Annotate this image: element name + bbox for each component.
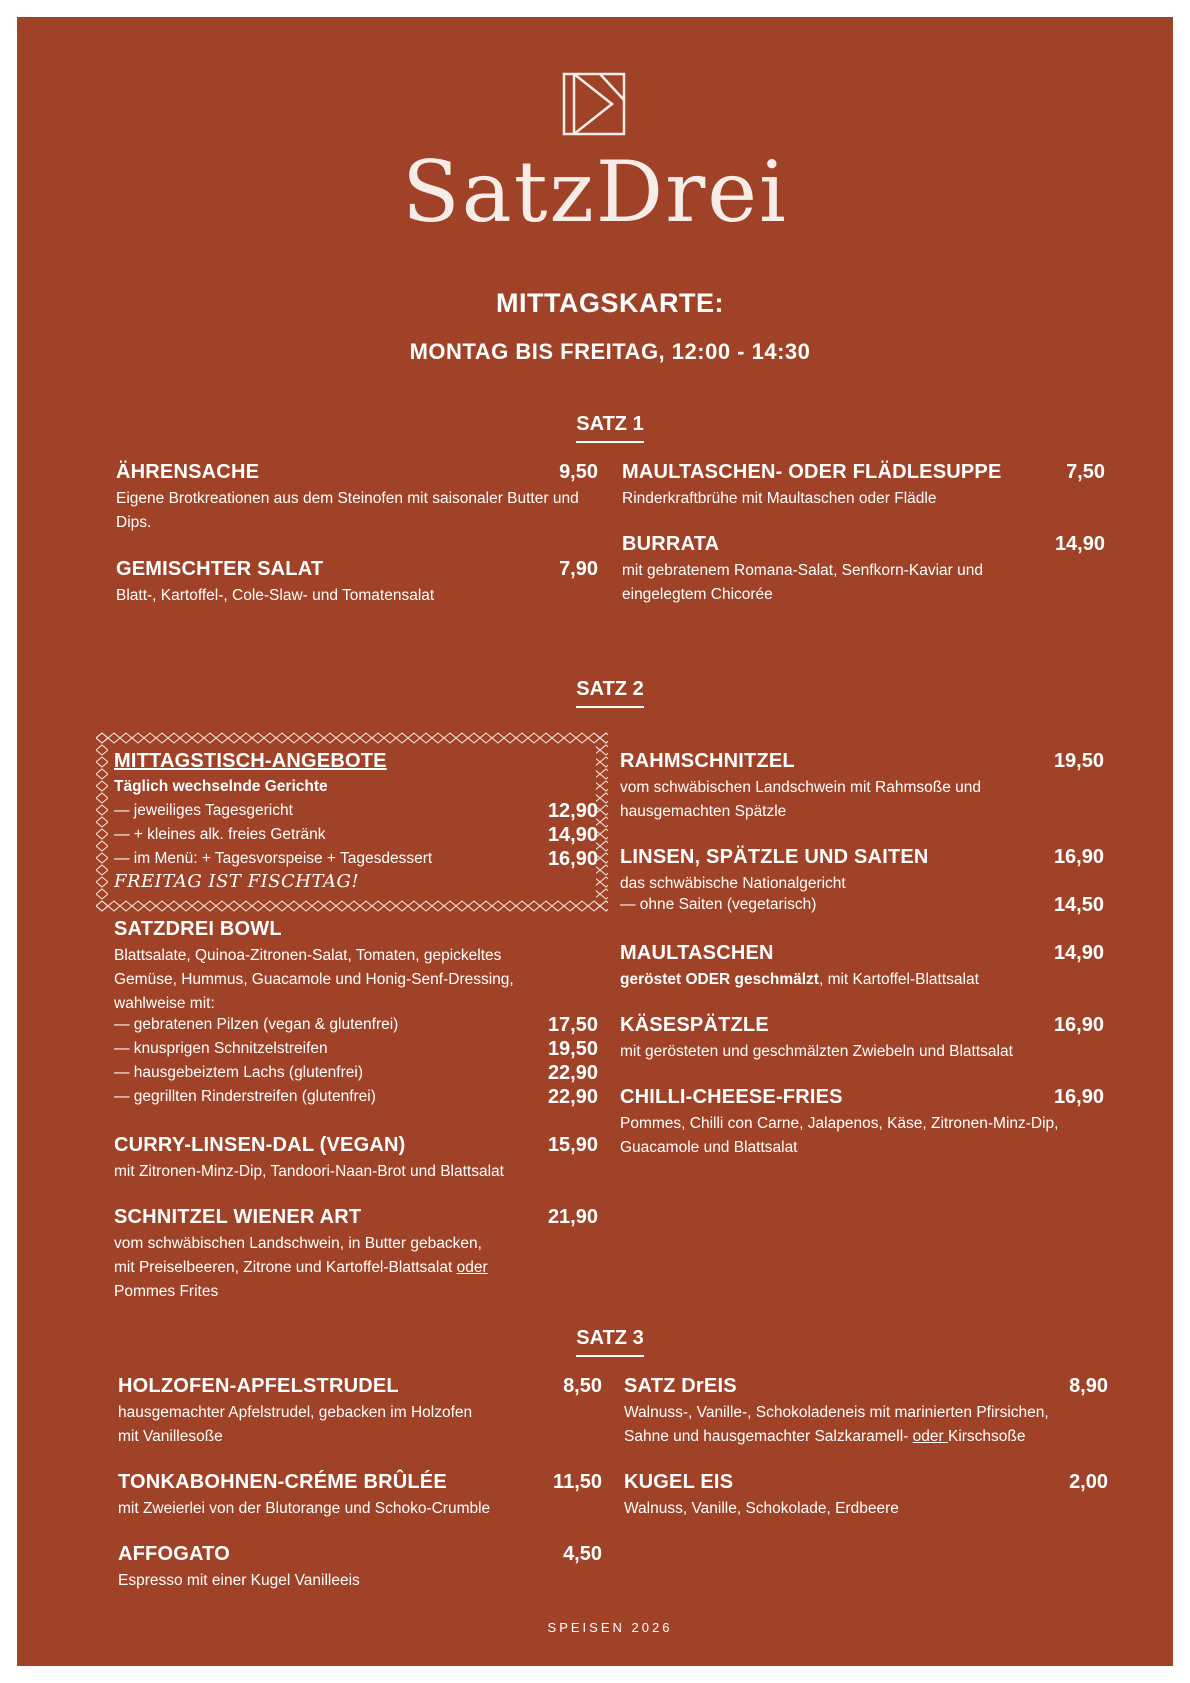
- menu-item-holzofen-apfelstrudel: HOLZOFEN-APFELSTRUDEL 8,50 hausgemachter Apfelstrudel, gebacken im Holzofen mit Vanillesoße: [118, 1375, 602, 1445]
- menu-item-gemischter-salat: GEMISCHTER SALAT 7,90 Blatt-, Kartoffel-, Cole-Slaw- und Tomatensalat: [116, 558, 598, 604]
- menu-item-kaesespaetzle: KÄSESPÄTZLE 16,90 mit gerösteten und geschmälzten Zwiebeln und Blattsalat: [620, 1014, 1104, 1060]
- menu-item-kugel-eis: KUGEL EIS 2,00 Walnuss, Vanille, Schokolade, Erdbeere: [624, 1471, 1108, 1517]
- list-item: — im Menü: + Tagesvorspeise + Tagesdessert 16,90: [114, 848, 598, 870]
- friday-note: FREITAG IST FISCHTAG!: [114, 871, 360, 892]
- menu-item-creme-brulee: TONKABOHNEN-CRÉME BRÛLÉE 11,50 mit Zweierlei von der Blutorange und Schoko-Crumble: [118, 1471, 602, 1517]
- menu-item-schnitzel-wiener-art: SCHNITZEL WIENER ART 21,90 vom schwäbischen Landschwein, in Butter gebacken, mit Preiselbeeren, Zitrone und Kartoffel-Blattsalat oder Pommes Frites: [114, 1206, 598, 1300]
- menu-item-burrata: BURRATA 14,90 mit gebratenem Romana-Salat, Senfkorn-Kaviar und eingelegtem Chicorée: [622, 533, 1105, 603]
- satzdrei-logo-icon: [562, 72, 626, 136]
- list-item: — ohne Saiten (vegetarisch) 14,50: [620, 894, 1104, 916]
- section-satz-2: SATZ 2: [0, 678, 1190, 708]
- menu-item-satzdrei-bowl: SATZDREI BOWL Blattsalate, Quinoa-Zitronen-Salat, Tomaten, gepickeltes Gemüse, Hummus, Guacamole und Honig-Senf-Dressing, wahlweise mit: — gebratenen Pilzen (vegan & glutenfrei) 17,50 — knusprigen Schnitzelstreifen 19,50 — hausgebeiztem Lachs (glutenfrei) 22,90 — gegrillten Rinderstreifen (glutenfrei) 22,90: [114, 918, 598, 1098]
- list-item: — gebratenen Pilzen (vegan & glutenfrei) 17,50: [114, 1014, 598, 1036]
- brand-wordmark: SatzDrei: [402, 143, 788, 241]
- list-item: — knusprigen Schnitzelstreifen 19,50: [114, 1038, 598, 1060]
- list-item: — + kleines alk. freies Getränk 14,90: [114, 824, 598, 846]
- menu-item-maultaschen: MAULTASCHEN 14,90 geröstet ODER geschmälzt, mit Kartoffel-Blattsalat: [620, 942, 1104, 988]
- section-satz-3: SATZ 3: [0, 1327, 1190, 1357]
- list-item: — jeweiliges Tagesgericht 12,90: [114, 800, 598, 822]
- mittagstisch-subtitle: Täglich wechselnde Gerichte: [114, 778, 328, 795]
- menu-item-curry-linsen-dal: CURRY-LINSEN-DAL (VEGAN) 15,90 mit Zitronen-Minz-Dip, Tandoori-Naan-Brot und Blattsalat: [114, 1134, 598, 1180]
- footer-label: SPEISEN 2026: [547, 1620, 673, 1635]
- list-item: — hausgebeiztem Lachs (glutenfrei) 22,90: [114, 1062, 598, 1084]
- menu-item-affogato: AFFOGATO 4,50 Espresso mit einer Kugel Vanilleeis: [118, 1543, 602, 1589]
- menu-item-chilli-cheese-fries: CHILLI-CHEESE-FRIES 16,90 Pommes, Chilli con Carne, Jalapenos, Käse, Zitronen-Minz-Dip, Guacamole und Blattsalat: [620, 1086, 1104, 1156]
- mittagstisch-box: [114, 750, 598, 890]
- menu-item-maultaschen-suppe: MAULTASCHEN- ODER FLÄDLESUPPE 7,50 Rinderkraftbrühe mit Maultaschen oder Flädle: [622, 461, 1105, 507]
- menu-item-ahrensache: ÄHRENSACHE 9,50 Eigene Brotkreationen aus dem Steinofen mit saisonaler Butter und Dips.: [116, 461, 598, 531]
- section-satz-1: SATZ 1: [0, 413, 1190, 443]
- menu-item-satz-dreis: SATZ DrEIS 8,90 Walnuss-, Vanille-, Schokoladeneis mit marinierten Pfirsichen, Sahne und hausgemachter Salzkaramell- oder Kirschsoße: [624, 1375, 1108, 1445]
- menu-item-rahmschnitzel: RAHMSCHNITZEL 19,50 vom schwäbischen Landschwein mit Rahmsoße und hausgemachten Spätzle: [620, 750, 1104, 820]
- mittagstisch-title: MITTAGSTISCH-ANGEBOTE: [114, 750, 387, 772]
- page-title: MITTAGSKARTE:: [496, 288, 724, 318]
- list-item: — gegrillten Rinderstreifen (glutenfrei) 22,90: [114, 1086, 598, 1108]
- page-subtitle: MONTAG BIS FREITAG, 12:00 - 14:30: [409, 339, 811, 364]
- menu-item-linsen-spaetzle-saiten: LINSEN, SPÄTZLE UND SAITEN 16,90 das schwäbische Nationalgericht — ohne Saiten (vegetarisch) 14,50: [620, 846, 1104, 916]
